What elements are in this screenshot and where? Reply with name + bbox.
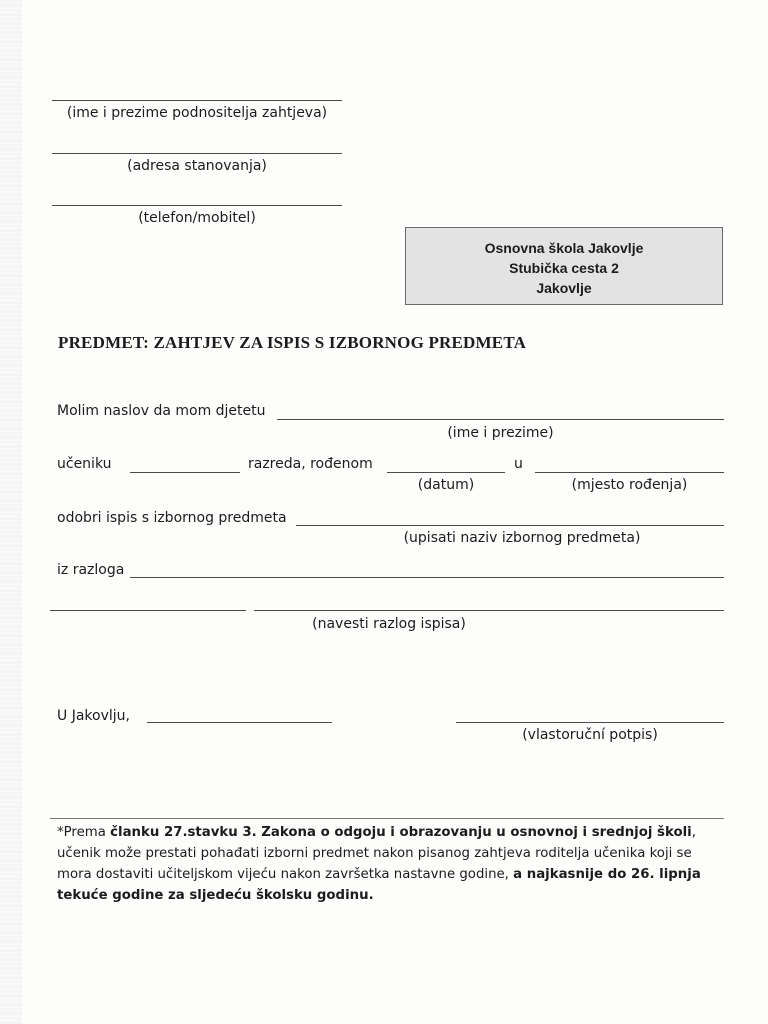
footnote-text-1: *Prema [57, 825, 111, 840]
reason-label: iz razloga [57, 562, 125, 578]
footnote-deadline: a najkasnije do 26. lipnja tekuće godine za sljedeću školsku godinu. [57, 867, 701, 903]
signature-line[interactable] [456, 722, 724, 723]
recipient-town: Jakovlje [536, 280, 592, 296]
reason-caption: (navesti razlog ispisa) [312, 616, 466, 632]
elective-subject-line[interactable] [296, 525, 724, 526]
applicant-phone-line[interactable] [52, 205, 342, 206]
grade-label: razreda, rođenom [248, 456, 373, 472]
footnote [57, 822, 717, 906]
applicant-phone-caption: (telefon/mobitel) [138, 210, 256, 226]
birthplace-line[interactable] [535, 472, 724, 473]
recipient-box [405, 227, 723, 305]
elective-subject-caption: (upisati naziv izbornog predmeta) [403, 530, 641, 546]
approve-label: odobri ispis s izbornog predmeta [57, 510, 287, 526]
pupil-label: učeniku [57, 456, 112, 472]
child-name-caption: (ime i prezime) [447, 425, 554, 441]
signature-caption: (vlastoruční potpis) [522, 727, 658, 743]
in-label: u [514, 456, 523, 472]
child-name-line[interactable] [277, 419, 724, 420]
applicant-address-caption: (adresa stanovanja) [127, 158, 267, 174]
applicant-name-line[interactable] [52, 100, 342, 101]
birth-date-line[interactable] [387, 472, 505, 473]
applicant-name-caption: (ime i prezime podnositelja zahtjeva) [66, 105, 328, 121]
grade-line[interactable] [130, 472, 240, 473]
reason-line-1[interactable] [130, 577, 724, 578]
footnote-law-reference: članku 27.stavku 3. Zakona o odgoju i obrazovanju u osnovnoj i srednjoj školi [110, 825, 692, 840]
place-date-line[interactable] [147, 722, 332, 723]
subject-heading: PREDMET: ZAHTJEV ZA ISPIS S IZBORNOG PREDMETA [58, 333, 527, 352]
recipient-school: Osnovna škola Jakovlje [484, 240, 644, 256]
birth-date-caption: (datum) [417, 477, 475, 493]
reason-line-2a[interactable] [50, 610, 246, 611]
reason-line-2b[interactable] [254, 610, 724, 611]
birthplace-caption: (mjesto rođenja) [571, 477, 688, 493]
footnote-divider [50, 818, 724, 819]
recipient-street: Stubička cesta 2 [509, 260, 619, 276]
scan-edge-noise [0, 0, 22, 1024]
request-label: Molim naslov da mom djetetu [57, 403, 266, 419]
place-label: U Jakovlju, [57, 708, 130, 724]
footnote-text-2: , učenik može prestati pohađati izborni predmet nakon pisanog zahtjeva roditelja učenika koji se mora dostaviti učiteljskom vijeću nakon završetka nastavne godine, [57, 825, 696, 882]
applicant-address-line[interactable] [52, 153, 342, 154]
